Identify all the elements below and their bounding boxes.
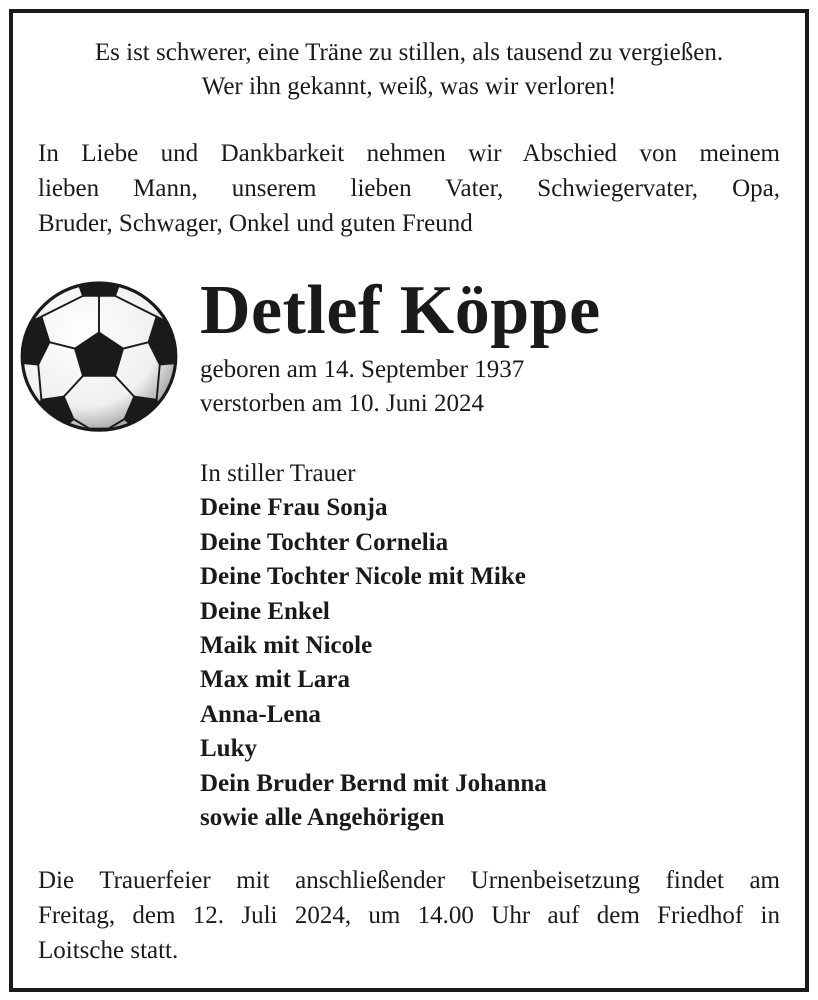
mourner-name: Dein Bruder Bernd mit Johanna xyxy=(200,769,547,797)
obituary-frame xyxy=(9,9,809,992)
mourner-name: Deine Tochter Cornelia xyxy=(200,528,449,556)
motto-line-2: Wer ihn gekannt, weiß, was wir verloren! xyxy=(201,73,617,100)
death-date: verstorben am 10. Juni 2024 xyxy=(200,390,484,417)
obituary-content xyxy=(38,13,780,241)
mourners-heading: In stiller Trauer xyxy=(200,460,356,487)
mourner-name: Max mit Lara xyxy=(200,666,350,694)
mourner-name: Deine Tochter Nicole mit Mike xyxy=(200,563,526,591)
funeral-notice xyxy=(38,863,780,968)
motto-quote xyxy=(38,36,780,104)
intro-line-3: Bruder, Schwager, Onkel und guten Freund xyxy=(38,210,473,237)
funeral-line-1: Die Trauerfeier mit anschließender Urnenbeisetzung findet am xyxy=(38,867,780,894)
mourner-name: Deine Enkel xyxy=(200,597,330,625)
funeral-line-2: Freitag, dem 12. Juli 2024, um 14.00 Uhr auf dem Friedhof in xyxy=(38,902,780,929)
mourner-name: Anna-Lena xyxy=(200,700,321,728)
soccer-ball-icon xyxy=(19,275,179,435)
mourner-name: Luky xyxy=(200,735,257,763)
mourner-name: sowie alle Angehörigen xyxy=(200,804,445,832)
mourner-name: Deine Frau Sonja xyxy=(200,494,388,522)
intro-line-2: lieben Mann, unserem lieben Vater, Schwiegervater, Opa, xyxy=(38,175,780,202)
mourner-name: Maik mit Nicole xyxy=(200,632,373,660)
motto-line-1: Es ist schwerer, eine Träne zu stillen, als tausend zu vergießen. xyxy=(94,39,724,66)
deceased-block xyxy=(200,271,755,835)
intro-text xyxy=(38,136,780,241)
life-dates xyxy=(200,353,755,421)
intro-line-1: In Liebe und Dankbarkeit nehmen wir Abschied von meinem xyxy=(38,140,780,167)
birth-date: geboren am 14. September 1937 xyxy=(200,356,525,383)
deceased-name: Detlef Köppe xyxy=(200,272,601,349)
funeral-line-3: Loitsche statt. xyxy=(38,937,179,964)
mourners-list xyxy=(200,457,755,835)
